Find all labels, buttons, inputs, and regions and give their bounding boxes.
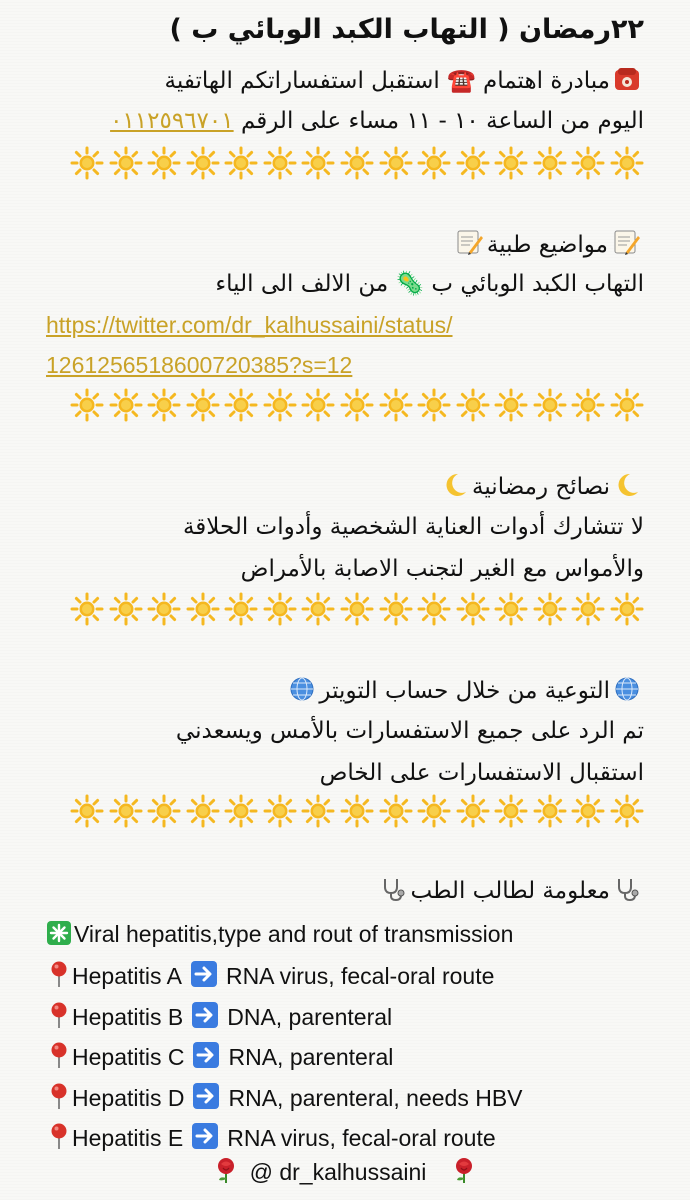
sun-icon xyxy=(224,592,258,626)
sun-icon xyxy=(340,388,374,422)
sun-icon xyxy=(533,794,567,828)
sun-icon xyxy=(417,794,451,828)
memo-icon xyxy=(612,228,640,262)
sun-icon xyxy=(186,146,220,180)
ramadan-tips-title: نصائح رمضانية xyxy=(472,474,610,500)
phone-number-link[interactable]: ٠١١٢٥٩٦٧٠١ xyxy=(110,108,234,134)
list-item xyxy=(48,1001,660,1035)
sun-icon xyxy=(70,146,104,180)
hepatitis-description: RNA virus, fecal-oral route xyxy=(227,1125,496,1151)
tweet-link[interactable]: https://twitter.com/dr_kalhussaini/status/ xyxy=(46,312,453,338)
list-item xyxy=(48,1082,660,1116)
sun-icon xyxy=(417,388,451,422)
sun-icon xyxy=(186,592,220,626)
sun-icon xyxy=(571,592,605,626)
tweet-link-line-1[interactable] xyxy=(46,312,660,339)
hotline-text-1: مبادرة اهتمام ☎️ استقبل استفساراتكم الهاتفية xyxy=(164,68,610,94)
sun-icon xyxy=(109,794,143,828)
list-item xyxy=(48,1122,660,1156)
hepatitis-description: RNA, parenteral, needs HBV xyxy=(228,1084,523,1111)
page-title: ٢٢رمضان ( التهاب الكبد الوبائي ب ) xyxy=(169,14,644,45)
hepatitis-name: Hepatitis B xyxy=(72,1003,184,1030)
right-arrow-icon xyxy=(190,960,218,994)
right-arrow-icon xyxy=(191,1122,219,1156)
awareness-line-1: تم الرد على جميع الاستفسارات بالأمس ويسعدني xyxy=(175,718,644,744)
round-pushpin-icon xyxy=(48,1001,70,1035)
tweet-link-line-2[interactable] xyxy=(46,352,660,379)
hotline-line-1 xyxy=(34,66,644,98)
right-arrow-icon xyxy=(191,1001,219,1035)
sun-icon xyxy=(610,592,644,626)
sun-icon xyxy=(456,146,490,180)
crescent-moon-icon xyxy=(442,472,468,504)
sun-icon xyxy=(70,794,104,828)
stethoscope-icon xyxy=(380,876,406,908)
sun-icon xyxy=(533,388,567,422)
telephone-icon xyxy=(614,66,640,98)
hepatitis-description: DNA, parenteral xyxy=(227,1003,393,1030)
medical-topics-heading xyxy=(34,228,644,262)
sun-icon xyxy=(379,794,413,828)
student-info-intro xyxy=(46,920,660,952)
sun-icon xyxy=(494,388,528,422)
eight-spoked-asterisk-icon xyxy=(46,920,72,952)
sun-divider-2 xyxy=(70,386,644,424)
medical-topic-subject: التهاب الكبد الوبائي ب 🦠 من الالف الى الياء xyxy=(215,271,644,297)
round-pushpin-icon xyxy=(48,1041,70,1075)
rose-icon xyxy=(451,1156,477,1190)
sun-icon xyxy=(301,794,335,828)
sun-icon xyxy=(224,146,258,180)
sun-icon xyxy=(610,388,644,422)
signature xyxy=(0,1156,690,1190)
sun-icon xyxy=(571,794,605,828)
crescent-moon-icon xyxy=(614,472,640,504)
sun-icon xyxy=(147,592,181,626)
sun-icon xyxy=(224,794,258,828)
sun-icon xyxy=(456,388,490,422)
sun-icon xyxy=(417,146,451,180)
sun-icon xyxy=(379,146,413,180)
round-pushpin-icon xyxy=(48,1082,70,1116)
globe-icon xyxy=(614,676,640,708)
hepatitis-name: Hepatitis E xyxy=(72,1125,184,1151)
sun-icon xyxy=(70,592,104,626)
sun-icon xyxy=(263,146,297,180)
sun-icon xyxy=(263,794,297,828)
sun-icon xyxy=(186,794,220,828)
sun-icon xyxy=(147,794,181,828)
sun-icon xyxy=(456,794,490,828)
sun-icon xyxy=(109,388,143,422)
student-info-title: معلومة لطالب الطب xyxy=(410,878,610,904)
sun-icon xyxy=(340,146,374,180)
sun-icon xyxy=(147,146,181,180)
awareness-heading xyxy=(34,676,644,708)
hepatitis-name: Hepatitis A xyxy=(72,963,182,989)
sun-divider-4 xyxy=(70,792,644,830)
sun-icon xyxy=(301,592,335,626)
round-pushpin-icon xyxy=(48,1122,70,1156)
globe-icon xyxy=(289,676,315,708)
sun-icon xyxy=(109,592,143,626)
sun-divider-1 xyxy=(70,144,644,182)
hepatitis-description: RNA virus, fecal-oral route xyxy=(225,963,495,989)
memo-icon xyxy=(455,228,483,262)
list-item xyxy=(48,960,660,994)
tweet-link-id[interactable]: 1261256518600720385?s=12 xyxy=(46,352,353,378)
sun-icon xyxy=(533,592,567,626)
right-arrow-icon xyxy=(192,1082,220,1116)
sun-icon xyxy=(456,592,490,626)
sun-icon xyxy=(340,794,374,828)
sun-icon xyxy=(610,794,644,828)
signature-handle[interactable]: @ dr_kalhussaini xyxy=(249,1159,427,1185)
hotline-text-2: اليوم من الساعة ١٠ - ١١ مساء على الرقم xyxy=(240,108,644,134)
sun-icon xyxy=(379,592,413,626)
ramadan-tips-heading xyxy=(34,472,644,504)
hepatitis-description: RNA, parenteral xyxy=(228,1044,394,1070)
ramadan-tip-line-1: لا تتشارك أدوات العناية الشخصية وأدوات الحلاقة xyxy=(182,514,644,540)
round-pushpin-icon xyxy=(48,960,70,994)
hotline-line-2 xyxy=(34,108,644,134)
sun-icon xyxy=(70,388,104,422)
rose-icon xyxy=(213,1156,239,1190)
student-info-heading xyxy=(34,876,644,908)
sun-icon xyxy=(571,146,605,180)
sun-icon xyxy=(494,146,528,180)
hepatitis-name: Hepatitis D xyxy=(72,1084,185,1111)
right-arrow-icon xyxy=(192,1041,220,1075)
sun-icon xyxy=(533,146,567,180)
hepatitis-name: Hepatitis C xyxy=(72,1044,185,1070)
sun-icon xyxy=(379,388,413,422)
sun-icon xyxy=(224,388,258,422)
list-item xyxy=(48,1041,660,1075)
sun-icon xyxy=(147,388,181,422)
sun-icon xyxy=(610,146,644,180)
stethoscope-icon xyxy=(614,876,640,908)
sun-icon xyxy=(186,388,220,422)
sun-icon xyxy=(263,388,297,422)
medical-topics-title: مواضيع طبية xyxy=(486,232,608,258)
sun-divider-3 xyxy=(70,590,644,628)
intro-text: Viral hepatitis,type and rout of transmission xyxy=(74,921,514,947)
sun-icon xyxy=(301,388,335,422)
sun-icon xyxy=(494,794,528,828)
ramadan-tip-line-2: والأمواس مع الغير لتجنب الاصابة بالأمراض xyxy=(240,556,644,582)
sun-icon xyxy=(109,146,143,180)
awareness-line-2: استقبال الاستفسارات على الخاص xyxy=(319,760,644,786)
sun-icon xyxy=(417,592,451,626)
sun-icon xyxy=(340,592,374,626)
sun-icon xyxy=(263,592,297,626)
sun-icon xyxy=(571,388,605,422)
sun-icon xyxy=(301,146,335,180)
sun-icon xyxy=(494,592,528,626)
awareness-title: التوعية من خلال حساب التويتر xyxy=(319,678,610,704)
